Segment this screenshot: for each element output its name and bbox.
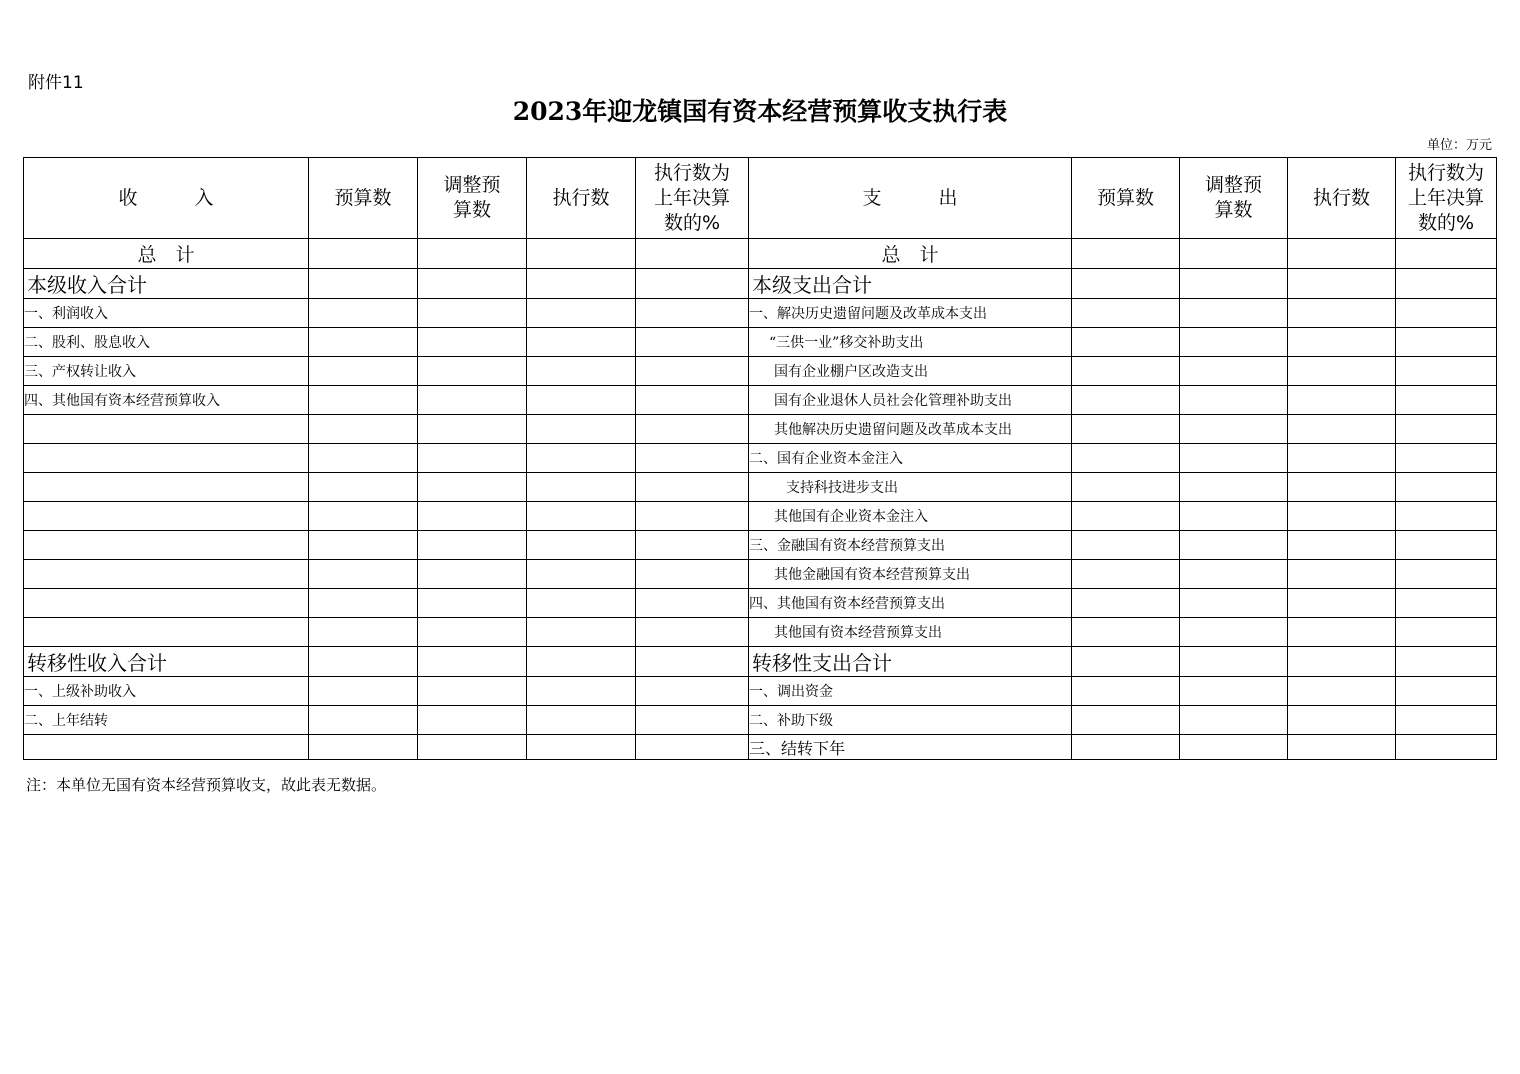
cell — [1396, 735, 1497, 760]
cell — [1396, 357, 1497, 386]
cell — [1288, 415, 1396, 444]
table-row — [24, 328, 1497, 357]
income-item-label: 三、产权转让收入 — [24, 357, 309, 386]
income-item-label: 二、上年结转 — [24, 706, 309, 735]
cell — [1288, 706, 1396, 735]
cell — [309, 677, 418, 706]
cell — [1072, 647, 1180, 677]
cell — [418, 357, 527, 386]
income-item-label: 一、利润收入 — [24, 299, 309, 328]
cell — [636, 269, 749, 299]
cell — [1072, 531, 1180, 560]
cell — [527, 299, 636, 328]
cell — [418, 473, 527, 502]
expense-item-label: 二、补助下级 — [749, 706, 1072, 735]
total-row — [24, 239, 1497, 269]
cell — [1072, 328, 1180, 357]
cell — [1180, 589, 1288, 618]
cell — [1072, 239, 1180, 269]
cell — [309, 269, 418, 299]
cell — [1396, 239, 1497, 269]
cell — [1072, 299, 1180, 328]
cell — [1396, 269, 1497, 299]
income-item-label: 本级收入合计 — [24, 269, 309, 299]
cell — [309, 386, 418, 415]
expense-item-label: 支持科技进步支出 — [749, 473, 1072, 502]
cell — [1396, 560, 1497, 589]
cell — [636, 677, 749, 706]
cell — [527, 239, 636, 269]
cell — [1180, 531, 1288, 560]
cell — [636, 706, 749, 735]
expense-item-label: 其他解决历史遗留问题及改革成本支出 — [749, 415, 1072, 444]
cell — [1180, 647, 1288, 677]
table-row — [24, 706, 1497, 735]
cell — [1072, 589, 1180, 618]
cell — [1288, 531, 1396, 560]
cell — [309, 415, 418, 444]
cell — [1180, 239, 1288, 269]
cell — [309, 502, 418, 531]
cell — [309, 560, 418, 589]
cell — [527, 502, 636, 531]
cell — [309, 647, 418, 677]
cell — [636, 415, 749, 444]
cell — [1288, 328, 1396, 357]
header-income-ratio: 执行数为上年决算数的% — [636, 158, 749, 239]
cell — [418, 328, 527, 357]
expense-item-label: 一、解决历史遗留问题及改革成本支出 — [749, 299, 1072, 328]
cell — [1180, 269, 1288, 299]
cell — [1288, 589, 1396, 618]
table-row — [24, 735, 1497, 760]
cell — [527, 328, 636, 357]
cell — [309, 618, 418, 647]
cell — [1180, 299, 1288, 328]
cell — [1396, 706, 1497, 735]
cell — [1288, 357, 1396, 386]
unit-label: 单位：万元 — [1426, 138, 1492, 153]
expense-item-label: 三、金融国有资本经营预算支出 — [749, 531, 1072, 560]
cell — [527, 357, 636, 386]
cell — [418, 415, 527, 444]
expense-item-label: 其他金融国有资本经营预算支出 — [749, 560, 1072, 589]
cell — [1288, 618, 1396, 647]
cell — [1072, 415, 1180, 444]
cell — [1396, 444, 1497, 473]
cell — [309, 735, 418, 760]
footnote: 注：本单位无国有资本经营预算收支，故此表无数据。 — [26, 776, 387, 794]
income-item-label — [24, 473, 309, 502]
table-row — [24, 560, 1497, 589]
cell — [636, 473, 749, 502]
income-item-label — [24, 589, 309, 618]
income-item-label — [24, 502, 309, 531]
cell — [1180, 444, 1288, 473]
header-income: 收 入 — [24, 158, 309, 239]
cell — [527, 269, 636, 299]
cell — [309, 589, 418, 618]
cell — [527, 415, 636, 444]
income-item-label — [24, 531, 309, 560]
income-item-label: 二、股利、股息收入 — [24, 328, 309, 357]
cell — [527, 473, 636, 502]
income-item-label: 四、其他国有资本经营预算收入 — [24, 386, 309, 415]
income-item-label — [24, 444, 309, 473]
cell — [418, 269, 527, 299]
income-total-label: 总 计 — [24, 239, 309, 269]
table-row — [24, 502, 1497, 531]
cell — [1180, 415, 1288, 444]
cell — [418, 735, 527, 760]
cell — [309, 239, 418, 269]
cell — [1288, 502, 1396, 531]
cell — [527, 589, 636, 618]
cell — [636, 386, 749, 415]
cell — [1072, 560, 1180, 589]
cell — [636, 560, 749, 589]
expense-item-label: 三、结转下年 — [749, 735, 1072, 760]
table-row — [24, 357, 1497, 386]
cell — [527, 386, 636, 415]
expense-item-label: 国有企业退休人员社会化管理补助支出 — [749, 386, 1072, 415]
cell — [309, 473, 418, 502]
table-row — [24, 647, 1497, 677]
cell — [1072, 502, 1180, 531]
expense-item-label: 一、调出资金 — [749, 677, 1072, 706]
cell — [1288, 386, 1396, 415]
expense-item-label: 二、国有企业资本金注入 — [749, 444, 1072, 473]
cell — [418, 444, 527, 473]
cell — [418, 618, 527, 647]
cell — [527, 735, 636, 760]
cell — [309, 299, 418, 328]
cell — [636, 502, 749, 531]
cell — [1180, 328, 1288, 357]
cell — [1396, 299, 1497, 328]
cell — [636, 328, 749, 357]
cell — [527, 618, 636, 647]
page-title: 2023年迎龙镇国有资本经营预算收支执行表 — [512, 97, 1008, 126]
cell — [1072, 735, 1180, 760]
cell — [1288, 735, 1396, 760]
cell — [1288, 560, 1396, 589]
cell — [636, 239, 749, 269]
cell — [1288, 647, 1396, 677]
cell — [1072, 618, 1180, 647]
table-row — [24, 415, 1497, 444]
cell — [1180, 502, 1288, 531]
cell — [1396, 473, 1497, 502]
table-row — [24, 618, 1497, 647]
expense-total-label: 总 计 — [749, 239, 1072, 269]
expense-item-label: 本级支出合计 — [749, 269, 1072, 299]
cell — [1396, 502, 1497, 531]
cell — [1072, 677, 1180, 706]
cell — [1180, 677, 1288, 706]
cell — [418, 677, 527, 706]
header-expense-ratio: 执行数为上年决算数的% — [1396, 158, 1497, 239]
cell — [309, 706, 418, 735]
cell — [1396, 531, 1497, 560]
cell — [1288, 239, 1396, 269]
table-body — [24, 158, 1497, 760]
header-expense-budget: 预算数 — [1072, 158, 1180, 239]
cell — [1180, 735, 1288, 760]
header-expense: 支 出 — [749, 158, 1072, 239]
expense-item-label: 转移性支出合计 — [749, 647, 1072, 677]
cell — [1396, 677, 1497, 706]
cell — [1396, 647, 1497, 677]
cell — [1288, 677, 1396, 706]
table-row — [24, 444, 1497, 473]
header-income-executed: 执行数 — [527, 158, 636, 239]
table-row — [24, 473, 1497, 502]
cell — [1396, 415, 1497, 444]
header-income-adjusted-budget: 调整预算数 — [418, 158, 527, 239]
cell — [418, 560, 527, 589]
header-expense-executed: 执行数 — [1288, 158, 1396, 239]
cell — [418, 531, 527, 560]
income-item-label — [24, 618, 309, 647]
expense-item-label: 国有企业棚户区改造支出 — [749, 357, 1072, 386]
cell — [418, 502, 527, 531]
cell — [1288, 473, 1396, 502]
cell — [1180, 357, 1288, 386]
expense-item-label: 其他国有企业资本金注入 — [749, 502, 1072, 531]
table-row — [24, 386, 1497, 415]
cell — [527, 706, 636, 735]
cell — [1180, 560, 1288, 589]
table-row — [24, 269, 1497, 299]
expense-item-label: “三供一业”移交补助支出 — [749, 328, 1072, 357]
income-item-label — [24, 415, 309, 444]
cell — [1072, 706, 1180, 735]
expense-item-label: 四、其他国有资本经营预算支出 — [749, 589, 1072, 618]
cell — [1396, 589, 1497, 618]
cell — [309, 328, 418, 357]
table-row — [24, 677, 1497, 706]
cell — [636, 299, 749, 328]
cell — [1288, 269, 1396, 299]
cell — [527, 531, 636, 560]
attachment-label: 附件11 — [28, 73, 84, 93]
cell — [1288, 299, 1396, 328]
cell — [636, 647, 749, 677]
cell — [418, 589, 527, 618]
cell — [1396, 618, 1497, 647]
cell — [636, 618, 749, 647]
cell — [1180, 706, 1288, 735]
table-row — [24, 531, 1497, 560]
expense-item-label: 其他国有资本经营预算支出 — [749, 618, 1072, 647]
cell — [418, 647, 527, 677]
cell — [636, 531, 749, 560]
cell — [418, 239, 527, 269]
cell — [1180, 473, 1288, 502]
income-item-label — [24, 560, 309, 589]
income-item-label: 一、上级补助收入 — [24, 677, 309, 706]
cell — [636, 589, 749, 618]
header-row — [24, 158, 1497, 239]
cell — [527, 560, 636, 589]
header-income-budget: 预算数 — [309, 158, 418, 239]
cell — [418, 299, 527, 328]
cell — [309, 444, 418, 473]
cell — [1072, 444, 1180, 473]
cell — [1396, 386, 1497, 415]
cell — [1288, 444, 1396, 473]
cell — [1180, 386, 1288, 415]
cell — [418, 386, 527, 415]
cell — [636, 357, 749, 386]
table-row — [24, 299, 1497, 328]
cell — [1072, 269, 1180, 299]
cell — [418, 706, 527, 735]
cell — [309, 531, 418, 560]
cell — [527, 647, 636, 677]
cell — [636, 735, 749, 760]
cell — [1180, 618, 1288, 647]
cell — [1396, 328, 1497, 357]
cell — [527, 444, 636, 473]
cell — [636, 444, 749, 473]
cell — [309, 357, 418, 386]
budget-table — [23, 157, 1497, 760]
income-item-label: 转移性收入合计 — [24, 647, 309, 677]
cell — [527, 677, 636, 706]
header-expense-adjusted-budget: 调整预算数 — [1180, 158, 1288, 239]
table-row — [24, 589, 1497, 618]
income-item-label — [24, 735, 309, 760]
cell — [1072, 473, 1180, 502]
cell — [1072, 386, 1180, 415]
cell — [1072, 357, 1180, 386]
